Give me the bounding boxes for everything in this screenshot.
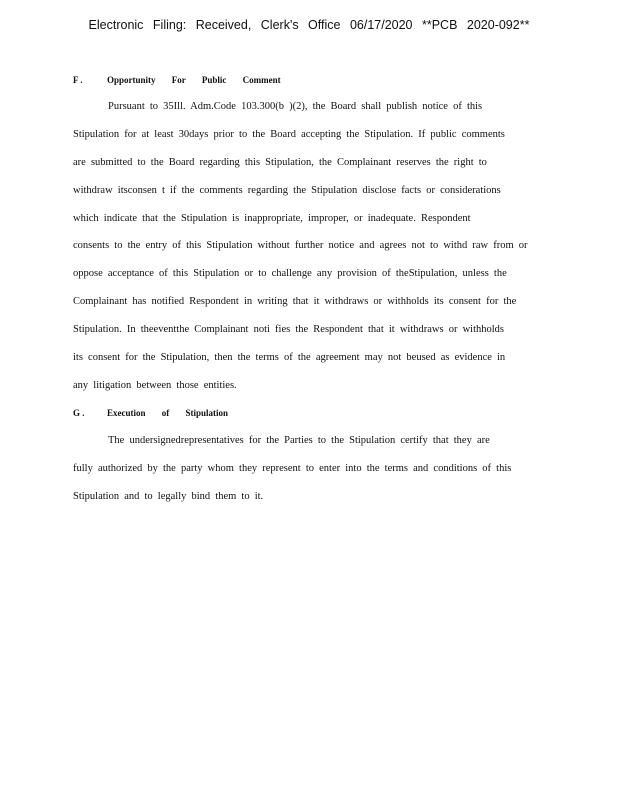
section-g-paragraph [73,427,553,511]
text-line: withdraw itsconsen t if the comments regarding the Stipulation disclose facts or considerations [73,184,501,196]
section-f-paragraph [73,93,553,400]
text-line: Stipulation. In theeventthe Complainant noti fies the Respondent that it withdraws or withholds [73,324,504,336]
section-title-f: Opportunity For Public Comment [107,75,281,85]
text-line: its consent for the Stipulation, then the terms of the agreement may not beused as evidence in [73,352,506,364]
filing-header: Electronic Filing: Received, Clerk's Office 06/17/2020 **PCB 2020-092** [88,18,530,32]
text-line: Stipulation and to legally bind them to it. [73,490,264,502]
text-line: Stipulation for at least 30days prior to the Board accepting the Stipulation. If public comments [73,128,505,140]
text-line: Pursuant to 35Ill. Adm.Code 103.300(b )(2), the Board shall publish notice of this [108,101,483,112]
section-heading-g [73,408,228,418]
section-letter-f: F . [73,75,83,85]
section-letter-g: G . [73,408,85,418]
text-line: fully authorized by the party whom they represent to enter into the terms and conditions of this [73,462,512,474]
text-line: The undersignedrepresentatives for the Parties to the Stipulation certify that they are [108,435,490,446]
section-heading-f [73,75,281,85]
text-line: any litigation between those entities. [73,379,237,391]
text-line: consents to the entry of this Stipulation without further notice and agrees not to withd raw from or [73,240,528,252]
text-line: which indicate that the Stipulation is inappropriate, improper, or inadequate. Respondent [73,212,471,224]
text-line: are submitted to the Board regarding this Stipulation, the Complainant reserves the right to [73,156,487,168]
section-title-g: Execution of Stipulation [107,408,229,418]
text-line: Complainant has notified Respondent in writing that it withdraws or withholds its consent for the [73,296,517,308]
text-line: oppose acceptance of this Stipulation or to challenge any provision of theStipulation, unless the [73,268,507,280]
